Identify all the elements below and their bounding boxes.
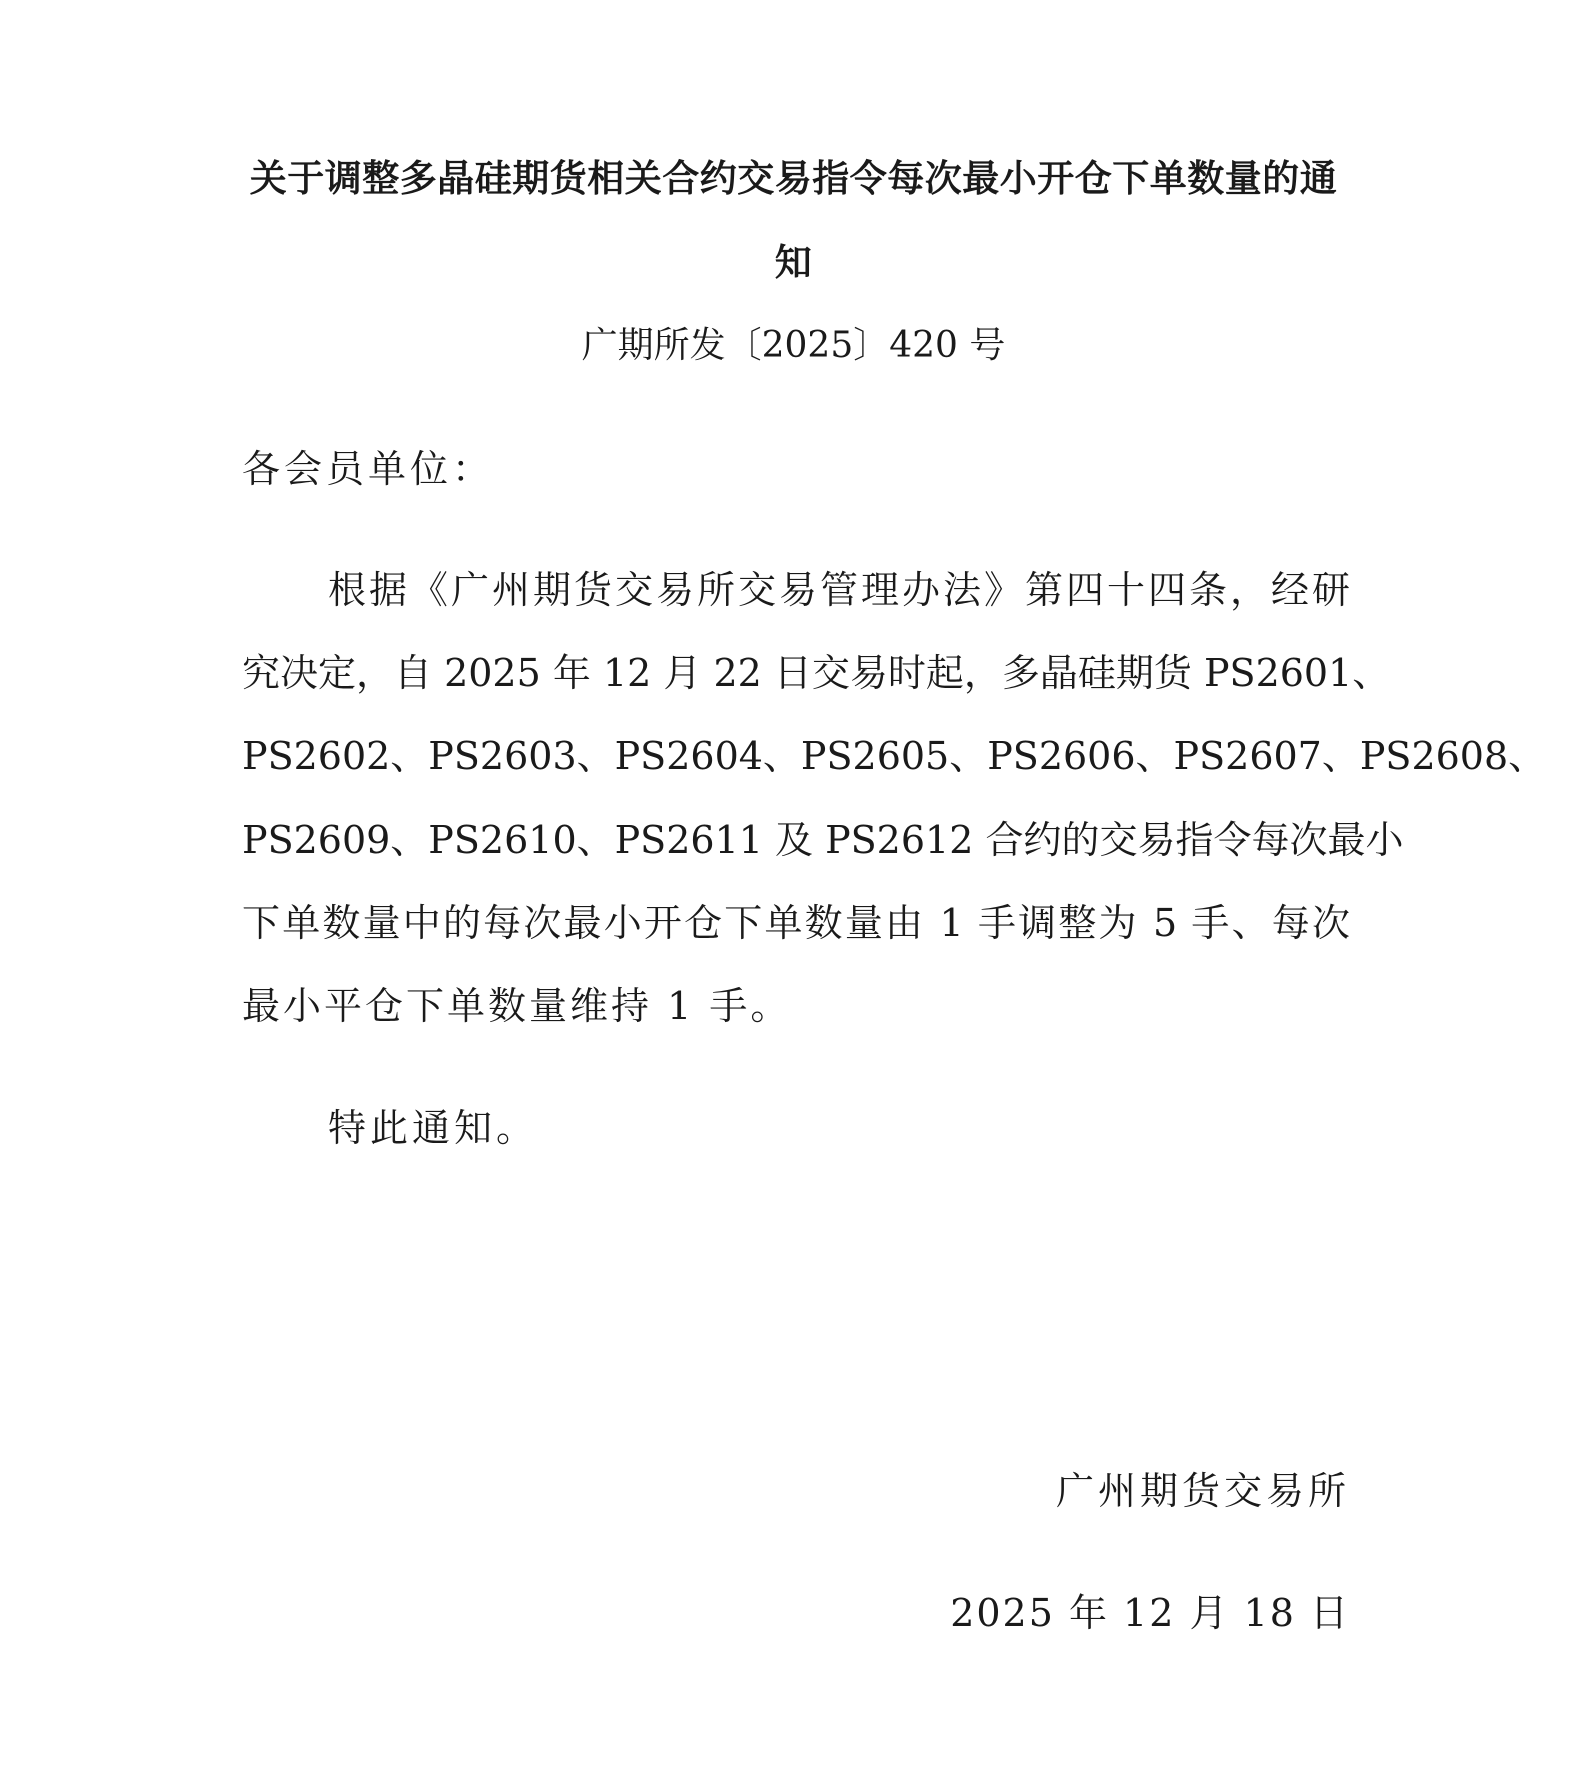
notice-title-line-2: 知 bbox=[774, 240, 813, 284]
body-line-5: 下单数量中的每次最小开仓下单数量由 1 手调整为 5 手、每次 bbox=[242, 901, 1350, 945]
body-line-6: 最小平仓下单数量维持 1 手。 bbox=[242, 984, 792, 1028]
body-line-3: PS2602、PS2603、PS2604、PS2605、PS2606、PS2607、PS2608、 bbox=[242, 734, 1547, 778]
issuer-signature: 广州期货交易所 bbox=[1055, 1469, 1350, 1513]
issue-date: 2025 年 12 月 18 日 bbox=[950, 1591, 1350, 1635]
body-line-1: 根据《广州期货交易所交易管理办法》第四十四条，经研 bbox=[328, 568, 1350, 612]
body-line-4: PS2609、PS2610、PS2611 及 PS2612 合约的交易指令每次最小 bbox=[242, 818, 1404, 862]
body-line-2: 究决定，自 2025 年 12 月 22 日交易时起，多晶硅期货 PS2601、 bbox=[242, 651, 1391, 695]
closing-remark: 特此通知。 bbox=[328, 1106, 539, 1150]
notice-title-line-1: 关于调整多晶硅期货相关合约交易指令每次最小开仓下单数量的通 bbox=[249, 156, 1338, 200]
salutation: 各会员单位： bbox=[242, 447, 495, 491]
document-number: 广期所发〔2025〕420 号 bbox=[581, 325, 1006, 366]
